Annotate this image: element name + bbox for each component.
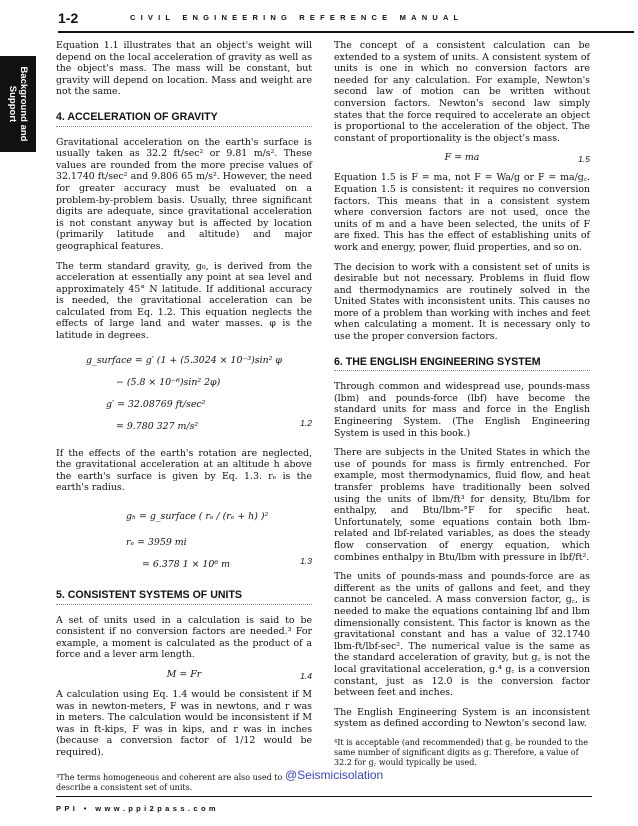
equation-1-2 [56, 350, 312, 438]
header-rule [58, 31, 634, 33]
section-heading: 6. THE ENGLISH ENGINEERING SYSTEM [334, 357, 590, 372]
paragraph: Gravitational acceleration on the earth's surface is usually taken as 32.2 ft/sec² or 9.81 m/s². These values are rounded from the more precise values of 32.1740 ft/sec² and 9.806 65 m/s². However, the need for greater accuracy must be evaluated on a problem-by-problem basis. Usually, three significant digits are adequate, since gravitational acceleration is not constant anyway but is affected by location (primarily latitude and altitude) and major geographical features. [56, 136, 312, 252]
paragraph: If the effects of the earth's rotation are neglected, the gravitational acceleration at an altitude h above the earth's surface is given by Eq. 1.3. rₑ is the earth's radius. [56, 447, 312, 494]
equation-number: 1.4 [300, 671, 312, 681]
right-column [334, 40, 590, 768]
paragraph: The concept of a consistent calculation can be extended to a system of units. A consistent system of units is one in which no conversion factors are needed for any calculation. For example, Newton's second law of motion can be written without conversion factors. Newton's second law simply states that the force required to accelerate an object is proportional to the acceleration of the object. The constant of proportionality is the object's mass. [334, 40, 590, 144]
equation-line: − (5.8 × 10⁻⁶)sin² 2φ) [116, 376, 221, 388]
equation-1-3 [56, 502, 312, 576]
footer-text: PPI • www.ppi2pass.com [56, 804, 220, 813]
footnote: ³The terms homogeneous and coherent are also used to describe a consistent set of units. [56, 772, 283, 792]
side-tab [0, 56, 36, 152]
equation-line: gₕ = g_surface ( rₑ / (rₑ + h) )² [126, 511, 269, 523]
equation-line: g_surface = g′ (1 + (5.3024 × 10⁻³)sin² φ [86, 354, 282, 366]
side-tab-line2: Support [7, 85, 18, 123]
page-header [40, 4, 600, 30]
footer-rule [56, 796, 592, 797]
paragraph: Equation 1.1 illustrates that an object's weight will depend on the local acceleration of gravity as well as the object's mass. The mass will be constant, but gravity will depend on location. Mass and weight are not the same. [56, 40, 312, 98]
page-number: 1-2 [58, 10, 79, 26]
side-tab-line1: Background and [18, 66, 29, 142]
equation-line: rₑ = 3959 mi [126, 537, 187, 549]
footnote: ⁴It is acceptable (and recommended) that g꜀ be rounded to the same number of significant digits as g. Therefore, a value of 32.2 for g꜀ would typically be used. [334, 737, 588, 767]
equation-number: 1.2 [300, 417, 312, 428]
side-tab-label [7, 67, 29, 142]
equation-1-4 [56, 669, 312, 685]
watermark: @Seismicisolation [285, 768, 384, 782]
equation-number: 1.3 [300, 556, 312, 567]
paragraph: Through common and widespread use, pounds-mass (lbm) and pounds-force (lbf) have become the standard units for mass and force in the English Engineering System. (The English Engineering System is used in this book.) [334, 381, 590, 439]
equation-body: F = ma [444, 152, 480, 164]
equation-1-5 [334, 152, 590, 168]
equation-line: = 9.780 327 m/s² [116, 420, 199, 432]
equation-body: M = Fr [166, 669, 202, 680]
equation-number: 1.5 [578, 154, 590, 165]
section-heading: 5. CONSISTENT SYSTEMS OF UNITS [56, 590, 312, 605]
paragraph: A calculation using Eq. 1.4 would be consistent if M was in newton-meters, F was in newtons, and r was in meters. The calculation would be inconsistent if M was in ft-kips, F was in kips, and r was in inches (because a conversion factor of 1/12 would be required). [56, 689, 312, 758]
paragraph: The English Engineering System is an inconsistent system as defined according to Newton's second law. [334, 706, 590, 730]
left-column [56, 40, 312, 793]
section-heading: 4. ACCELERATION OF GRAVITY [56, 112, 312, 127]
running-title: CIVIL ENGINEERING REFERENCE MANUAL [130, 13, 464, 22]
paragraph: The decision to work with a consistent set of units is desirable but not necessary. Problems in fluid flow and thermodynamics are routinely solved in the United States with inconsistent units. This causes no more of a problem than working with inches and feet when calculating a moment. It is necessary only to use the proper conversion factors. [334, 261, 590, 343]
equation-line: = 6.378 1 × 10⁶ m [142, 559, 230, 571]
paragraph: A set of units used in a calculation is said to be consistent if no conversion factors are needed.³ For example, a moment is calculated as the product of a force and a lever arm length. [56, 614, 312, 661]
paragraph: Equation 1.5 is F = ma, not F = Wa/g or F = ma/g꜀. Equation 1.5 is consistent: it requires no conversion factors. This means that in a consistent system where conversion factors are not used, once the units of m and a have been selected, the units of F are fixed. This has the effect of establishing units of work and energy, power, fluid properties, and so on. [334, 172, 590, 253]
paragraph: There are subjects in the United States in which the use of pounds for mass is firmly entrenched. For example, most thermodynamics, fluid flow, and heat transfer problems have traditionally been solved using the units of lbm/ft³ for density, Btu/lbm for enthalpy, and Btu/lbm-°F for specific heat. Unfortunately, some equations contain both lbm-related and lbf-related variables, as does the steady flow conservation of energy equation, which combines enthalpy in Btu/lbm with pressure in lbf/ft². [334, 447, 590, 563]
paragraph: The units of pounds-mass and pounds-force are as different as the units of gallons and feet, and they cannot be canceled. A mass conversion factor, g꜀, is needed to make the equations containing lbf and lbm dimensionally consistent. This factor is known as the gravitational constant and has a value of 32.1740 lbm-ft/lbf-sec². The numerical value is the same as the standard acceleration of gravity, but g꜀ is not the local gravitational acceleration, g.⁴ g꜀ is a conversion constant, just as 12.0 is the conversion factor between feet and inches. [334, 571, 590, 699]
equation-line: g′ = 32.08769 ft/sec² [106, 398, 206, 410]
paragraph: The term standard gravity, g₀, is derived from the acceleration at essentially any point at sea level and approximately 45° N latitude. If additional accuracy is needed, the gravitational acceleration can be calculated from Eq. 1.2. This equation neglects the effects of large land and water masses. φ is the latitude in degrees. [56, 260, 312, 342]
